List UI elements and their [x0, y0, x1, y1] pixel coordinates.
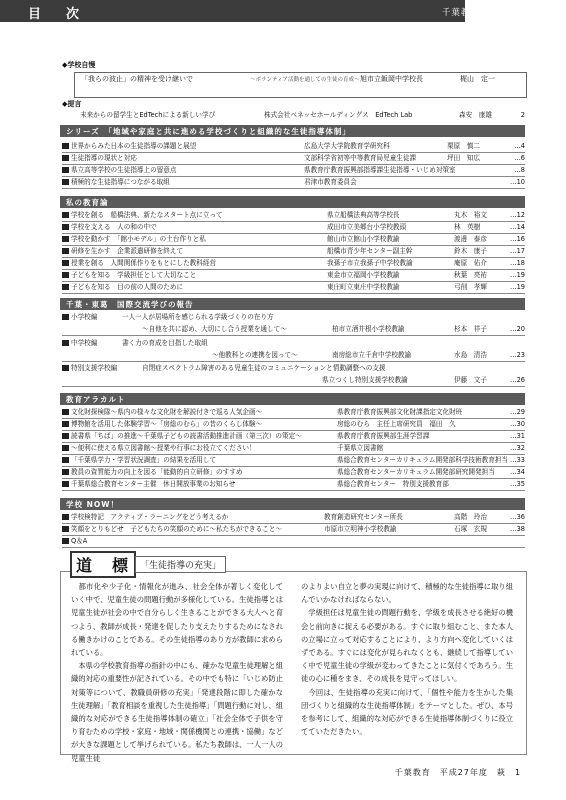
magazine-issue: 千葉教育 萩 No.６３３: [441, 8, 554, 18]
toc-row-title: 世界からみた日本の生徒指導の課題と展望: [71, 142, 197, 150]
series-heading: シリーズ 「地域や家庭と共に進める学校づくりと組織的な生徒指導体制」: [66, 127, 351, 136]
toc-row-title: 〜便利に使える県立図書館〜授業や行事にお役立てください！: [71, 444, 256, 452]
tokushu-row-detail: [62, 324, 525, 335]
bullet-square-icon: [62, 469, 69, 475]
toc-row-author: 千葉県立図書館: [337, 444, 384, 452]
tokushu-subtitle: 〜自他を共に認め、大切にし合う授業を通して〜: [142, 325, 287, 333]
jiman-subtitle: 〜ボランティア活動を通しての生徒の育成〜: [250, 77, 360, 83]
article-column-2: のよりよい自立と夢の実現に向けて、積極的な生徒指導に取り組んでいかなければならない。 学級担任は児童生徒の問題行動を、学級を成長させる絶好の機会と前向きに捉える必要がある。すぐに取り組むこと、また本人の立場に立って対応することにより、より方向へ変化していくはずである。すぐには変化が見られなくとも、継続して指導していく中で児童生徒の学級が変わってきたことに気付くであろう。生徒の心に種をまき、その成長を見守ってほしい。 今回は、生徒指導の充実に向けて、「個性や能力を生かした集団づくりと組織的な生徒指導体制」をテーマとした。ぜひ、本号を参考にして、組織的な対応ができる生徒指導体制づくりに役立てていただきたい。: [301, 582, 513, 737]
toc-row[interactable]: [62, 210, 525, 221]
toc-title: 目 次: [28, 7, 86, 22]
tokushu-author: 県立つくし特別支援学校教諭: [322, 376, 408, 384]
toc-row-author: 県教育庁教育振興部生涯学習課: [337, 432, 430, 440]
arc-heading: 教育アラカルト: [66, 395, 126, 404]
toc-row[interactable]: [62, 270, 525, 281]
bullet-square-icon: [62, 155, 69, 161]
toc-row-author: 船橋市青少年センター副主幹: [327, 247, 413, 255]
bullet-square-icon: [62, 481, 69, 487]
toc-row-title: 学校を動かす 「館小モデル」の土台作りと私: [71, 235, 206, 243]
toc-row[interactable]: [62, 536, 525, 547]
bullet-square-icon: [62, 143, 69, 149]
toc-row[interactable]: [62, 443, 525, 454]
article-column-1: 都市化や少子化・情報化が進み、社会全体が著しく変化していく中で、児童生徒の問題行動が多様化している。生徒指導とは児童生徒が社会の中で自分らしく生きることができる大人へと育つよう、教師が成長・発達を促したり支えたりするためになされる働きかけのことである。その生徒指導のあり方が教師に求められている。 本県の学校教育指導の指針の中にも、確かな児童生徒理解と組織的対応の重要性が記されている。その中でも特に「いじめ防止対策等について、教職員研修の充実」「発達段階に即した確かな生徒理解」「教育相談を重視した生徒指導」「問題行動に対し、組織的な対応ができる生徒指導体制の確立」「社会全体で子供を守り育むための学校・家庭・地域・関係機関との連携・協働」などが大きな課題として挙げられている。私たち教師は、一人一人の児童生徒: [71, 582, 283, 763]
toc-row[interactable]: [62, 407, 525, 418]
editorial-article: [60, 571, 527, 763]
toc-row[interactable]: [62, 177, 525, 188]
tokushu-band: [60, 298, 525, 310]
toc-row-name: 秋葉 亮祐: [454, 271, 487, 279]
tokushu-row-detail: [62, 350, 525, 361]
teigen-title: 未来からの留学生とEdTechによる新しい学び: [80, 111, 216, 119]
toc-row-author: 房総のむら 主任上席研究員 福田 久: [337, 420, 456, 428]
series-band: [60, 125, 525, 137]
toc-header: [0, 0, 554, 22]
toc-row-author: 県教育庁教育振興部指導課生徒指導・いじめ対策室: [304, 166, 456, 174]
jiman-name: 梶山 定一: [460, 75, 495, 83]
bullet-square-icon: [62, 538, 69, 544]
toc-row[interactable]: [62, 419, 525, 430]
bullet-square-icon: [62, 514, 69, 520]
toc-row[interactable]: [62, 479, 525, 490]
toc-row-name: 渡邊 泰彦: [454, 235, 487, 243]
toc-row[interactable]: [62, 431, 525, 442]
toc-row-author: 県立船橋法典高等学校長: [327, 211, 400, 219]
bullet-square-icon: [62, 421, 69, 427]
row-divider: [62, 335, 525, 336]
bullet-square-icon: [62, 272, 69, 278]
toc-row-name: 石塚 玄規: [454, 525, 487, 533]
bullet-square-icon: [62, 236, 69, 242]
toc-row-name: 鈴木 康子: [454, 247, 487, 255]
bullet-square-icon: [62, 365, 69, 371]
toc-row[interactable]: [62, 165, 525, 176]
toc-row-page: …30: [510, 420, 525, 428]
toc-row[interactable]: [62, 153, 525, 164]
article-subtitle: 「生徒指導の充実」: [135, 556, 226, 573]
section-teigen: ◆提言: [62, 100, 82, 108]
section-jiman: ◆学校自慢: [62, 61, 96, 69]
toc-row-name: 林 英樹: [454, 223, 481, 231]
tokushu-page: …23: [510, 351, 525, 359]
toc-row-page: …12: [510, 211, 525, 219]
toc-row-name: 弓削 孝輝: [454, 283, 487, 291]
toc-row-title: 子どもを知る 学級担任として大切なこと: [71, 271, 197, 279]
toc-row-page: …34: [510, 468, 525, 476]
toc-row-page: …38: [510, 525, 525, 533]
tokushu-row[interactable]: [62, 312, 525, 323]
bullet-square-icon: [62, 179, 69, 185]
toc-row-author: 東庄町立東庄中学校教諭: [327, 283, 400, 291]
tokushu-level: 小学校編: [71, 313, 98, 321]
toc-row-title: 授業を創る 人間関係作りをもとにした教科経営: [71, 259, 217, 267]
row-divider: [62, 293, 525, 294]
toc-row-page: …17: [510, 247, 525, 255]
toc-row-page: …32: [510, 444, 525, 452]
teigen-row[interactable]: [74, 110, 525, 121]
toc-row-author: 成田市立美郷台小学校教頭: [327, 223, 407, 231]
teigen-name: 森安 康雄: [459, 111, 492, 119]
toc-row-page: …31: [510, 432, 525, 440]
toc-row-author: 文部科学省初等中等教育局児童生徒課: [304, 154, 417, 162]
toc-row-author: 県総合教育センターカリキュラム開発部研究開発担当: [337, 468, 495, 476]
toc-row-author: 広島大学大学院教育学研究科: [304, 142, 390, 150]
jiman-title[interactable]: 「我らの波止」の精神を受け継いで: [81, 75, 193, 83]
toc-row-title: 文化財探検隊〜県内の様々な文化財を解説付きで巡る人気企画〜: [71, 408, 263, 416]
toc-row-title: 生徒指導の現状と対応: [71, 154, 137, 162]
tokushu-title: 一人一人が居場所を感じられる学級づくりの在り方: [122, 313, 274, 321]
kyoiku-heading: 私の教育論: [66, 198, 109, 207]
toc-row-author: 君津市教育委員会: [304, 178, 357, 186]
bullet-square-icon: [62, 248, 69, 254]
toc-row-page: …8: [514, 166, 525, 174]
toc-row[interactable]: [62, 467, 525, 478]
tokushu-row-detail: [62, 375, 525, 386]
toc-row[interactable]: [62, 524, 525, 535]
bullet-square-icon: [62, 284, 69, 290]
toc-row[interactable]: [62, 282, 525, 293]
bullet-square-icon: [62, 340, 69, 346]
toc-row-page: …19: [510, 271, 525, 279]
tokushu-heading: 千葉・東葛 国際交流学びの報告: [66, 300, 194, 309]
toc-row-title: 博物館を活用した体験学習〜「房総のむら」の昔のくらし体験〜: [71, 420, 263, 428]
toc-row-title: 学校検特記 アクティブ・ラーニングをどう考えるか: [71, 513, 229, 521]
toc-row-name: 栗原 慎二: [447, 142, 480, 150]
page-footer: 千葉教育 平成27年度 萩 1: [394, 768, 521, 777]
toc-row-title: 笑顔をとりもどせ 子どもたちの笑顔のために〜私たちができること〜: [71, 525, 282, 533]
toc-row-author: 市原市立明神小学校教諭: [324, 525, 397, 533]
toc-row-name: 庵原 佑介: [454, 259, 487, 267]
toc-row[interactable]: [62, 234, 525, 245]
toc-row[interactable]: [62, 512, 525, 523]
toc-row-author: 県総合教育センターカリキュラム開発部科学技術教育担当: [337, 456, 508, 464]
tokushu-author: 南房総市立千倉中学校教諭: [332, 351, 412, 359]
tokushu-name: 伊藤 文子: [454, 376, 487, 384]
row-divider: [62, 361, 525, 362]
toc-row[interactable]: [62, 246, 525, 257]
row-divider: [62, 188, 525, 189]
toc-row-page: …33: [510, 456, 525, 464]
tokushu-page: …26: [510, 376, 525, 384]
toc-row[interactable]: [62, 455, 525, 466]
toc-row-name: 高階 玲治: [454, 513, 487, 521]
toc-row-title: 研修を生かす 企業派遣研修を終えて: [71, 247, 184, 255]
kyoiku-band: [60, 196, 525, 208]
tokushu-row[interactable]: [62, 363, 525, 374]
tokushu-author: 柏市立酒井根小学校教諭: [332, 325, 405, 333]
toc-row[interactable]: [62, 141, 525, 152]
tokushu-name: 水島 清浩: [454, 351, 487, 359]
toc-row[interactable]: [62, 222, 525, 233]
toc-row-page: …35: [510, 480, 525, 488]
tokushu-subtitle: 〜他教科との連携を図って〜: [212, 351, 298, 359]
toc-row-title: 読書県「ちば」の推進〜千葉県子どもの読書活動推進計画（第三次）の策定〜: [71, 432, 302, 440]
toc-row-author: 県教育庁教育振興部文化財課指定文化財班: [337, 408, 463, 416]
bullet-square-icon: [62, 445, 69, 451]
toc-row-page: …29: [510, 408, 525, 416]
jiman-box: [74, 72, 527, 98]
toc-row-name: 丸木 裕文: [454, 211, 487, 219]
toc-row-title: 「千葉県学力・学習状況調査」の結果を活用して: [71, 456, 217, 464]
toc-row-page: …19: [510, 283, 525, 291]
toc-row-title: 県立高等学校の生徒指導上の留意点: [71, 166, 177, 174]
toc-row-page: …4: [514, 142, 525, 150]
row-divider: [62, 490, 525, 491]
tokushu-level: 特別支援学校編: [71, 364, 118, 372]
toc-row-name: 坪田 知広: [447, 154, 480, 162]
toc-row-title: 学校を支える 人の和の中で: [71, 223, 157, 231]
tokushu-row[interactable]: [62, 338, 525, 349]
toc-row-title: 子どもを知る 目の前の人間のために: [71, 283, 184, 291]
bullet-square-icon: [62, 167, 69, 173]
bullet-square-icon: [62, 212, 69, 218]
toc-row-page: …6: [514, 154, 525, 162]
bullet-square-icon: [62, 526, 69, 532]
bullet-square-icon: [62, 260, 69, 266]
toc-row-page: …36: [510, 513, 525, 521]
toc-row-author: 我孫子市立我孫子中学校教諭: [327, 259, 413, 267]
jiman-author: 旭市立飯岡中学校長: [360, 75, 423, 83]
toc-row-page: …14: [510, 223, 525, 231]
toc-row-page: …18: [510, 259, 525, 267]
tokushu-title: 自閉症スペクトラム障害のある児童生徒のコミュニケーションと情動調整への支援: [142, 364, 386, 372]
tokushu-name: 杉本 祥子: [454, 325, 487, 333]
row-divider: [62, 386, 525, 387]
toc-row-page: …16: [510, 235, 525, 243]
toc-row-title: Q＆A: [71, 537, 88, 545]
tokushu-page: …20: [510, 325, 525, 333]
toc-row[interactable]: [62, 258, 525, 269]
article-label: 道 標: [70, 551, 136, 578]
bullet-square-icon: [62, 314, 69, 320]
now-heading: 学校 NOW！: [66, 500, 120, 509]
bullet-square-icon: [62, 224, 69, 230]
bullet-square-icon: [62, 409, 69, 415]
arc-band: [60, 393, 525, 405]
toc-row-title: 教員の資質能力の向上を図る「能動的自立研修」のすすめ: [71, 468, 243, 476]
row-divider: [62, 547, 525, 548]
teigen-page: 2: [520, 111, 525, 119]
toc-row-title: 積極的な生徒指導につながる取組: [71, 178, 170, 186]
toc-row-author: 県総合教育センター 特別支援教育部: [337, 480, 449, 488]
toc-row-author: 東金市立福岡小学校教諭: [327, 271, 400, 279]
tokushu-title: 書く力の育成を目指した取組: [122, 339, 208, 347]
now-band: [60, 498, 525, 510]
bullet-square-icon: [62, 457, 69, 463]
toc-row-author: 館山市立館山小学校教諭: [327, 235, 400, 243]
teigen-author: 株式会社ベネッセホールディングス EdTech Lab: [264, 111, 413, 119]
toc-row-title: 学校を創る 船橋法典、新たなスタート点に立って: [71, 211, 223, 219]
toc-row-author: 教育創造研究センター所長: [324, 513, 403, 521]
toc-row-page: …10: [510, 178, 525, 186]
toc-row-title: 千葉県総合教育センター主催 休日開放事業のお知らせ: [71, 480, 236, 488]
bullet-square-icon: [62, 433, 69, 439]
tokushu-level: 中学校編: [71, 339, 98, 347]
